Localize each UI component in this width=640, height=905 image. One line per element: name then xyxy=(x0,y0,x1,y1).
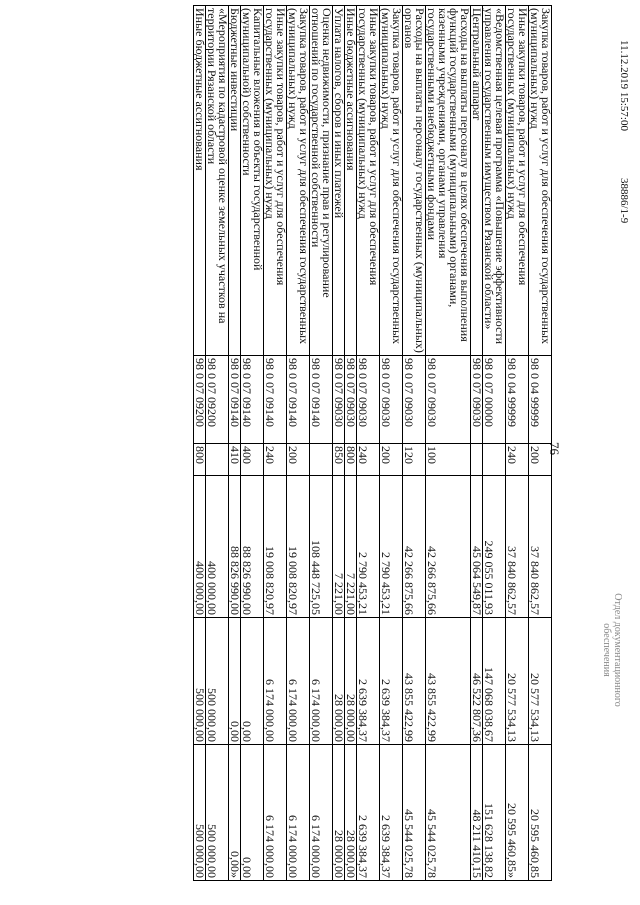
row-name-cell: Иные закупки товаров, работ и услуг для обеспечения государственных (муниципальных) нужд xyxy=(357,6,380,356)
row-code-cell: 98 0 07 09200 xyxy=(206,356,229,444)
table-row xyxy=(471,6,483,881)
row-name-cell: Иные бюджетные ассигнования xyxy=(345,6,357,356)
row-sum1-cell: 108 448 725,05 xyxy=(310,476,333,618)
row-sum3-cell: 45 544 025,78 xyxy=(403,745,426,881)
stamp-line: обеспечения xyxy=(601,623,612,677)
row-sum1-cell: 88 826 990,00 xyxy=(229,476,241,618)
row-sum1-cell: 42 266 875,66 xyxy=(403,476,426,618)
row-name-cell: Расходы на выплаты персоналу в целях обеспечения выполнения функций государственными (муниципальными) органами, казенными учреждениями, органами управления государственными внебюджетными фондами xyxy=(426,6,471,356)
table-row xyxy=(426,6,471,881)
row-code-cell: 98 0 07 09030 xyxy=(471,356,483,444)
table-row xyxy=(380,6,403,881)
row-sum1-cell: 19 008 820,97 xyxy=(264,476,287,618)
row-vr-cell: 850 xyxy=(333,444,345,476)
row-vr-cell: 410 xyxy=(229,444,241,476)
row-sum3-cell: 20 595 460,85 xyxy=(529,745,552,881)
row-vr-cell: 200 xyxy=(529,444,552,476)
row-sum1-cell: 42 266 875,66 xyxy=(426,476,471,618)
row-sum3-cell: 500 000,00 xyxy=(206,745,229,881)
row-name-cell: Закупка товаров, работ и услуг для обеспечения государственных (муниципальных) нужд xyxy=(287,6,310,356)
row-code-cell: 98 0 07 00000 xyxy=(483,356,506,444)
row-name-cell: Уплата налогов, сборов и иных платежей xyxy=(333,6,345,356)
table-row xyxy=(333,6,345,881)
row-name-cell: Закупка товаров, работ и услуг для обеспечения государственных (муниципальных) нужд xyxy=(529,6,552,356)
row-vr-cell: 240 xyxy=(506,444,529,476)
footer-doc-id: 38886/1-9 xyxy=(618,178,630,224)
row-sum2-cell: 20 577 534,13 xyxy=(529,618,552,745)
row-sum2-cell: 46 522 807,36 xyxy=(471,618,483,745)
table-row xyxy=(194,6,206,881)
row-name-cell: «Мероприятия по кадастровой оценке земельных участков на территории Рязанской области xyxy=(206,6,229,356)
table-row xyxy=(287,6,310,881)
row-code-cell: 98 0 07 09140 xyxy=(229,356,241,444)
row-sum2-cell: 6 174 000,00 xyxy=(310,618,333,745)
row-vr-cell: 200 xyxy=(380,444,403,476)
row-vr-cell: 100 xyxy=(426,444,471,476)
row-sum1-cell: 400 000,00 xyxy=(194,476,206,618)
row-sum3-cell: 2 639 384,37 xyxy=(380,745,403,881)
table-row xyxy=(357,6,380,881)
row-sum2-cell: 2 639 384,37 xyxy=(357,618,380,745)
row-name-cell: Капитальные вложения в объекты государственной (муниципальной) собственности xyxy=(241,6,264,356)
row-vr-cell: 120 xyxy=(403,444,426,476)
row-code-cell: 98 0 07 09030 xyxy=(357,356,380,444)
row-name-cell: «Ведомственная целевая программа «Повышение эффективности управления государственным имуществом Рязанской области» xyxy=(483,6,506,356)
row-name-cell: Иные закупки товаров, работ и услуг для обеспечения государственных (муниципальных) нужд xyxy=(506,6,529,356)
row-code-cell: 98 0 04 99999 xyxy=(506,356,529,444)
row-sum2-cell: 2 639 384,37 xyxy=(380,618,403,745)
table-row xyxy=(506,6,529,881)
row-vr-cell: 800 xyxy=(194,444,206,476)
row-name-cell: Иные закупки товаров, работ и услуг для обеспечения государственных (муниципальных) нужд xyxy=(264,6,287,356)
row-sum1-cell: 88 826 990,00 xyxy=(241,476,264,618)
row-sum3-cell: 2 639 384,37 xyxy=(357,745,380,881)
row-vr-cell: 400 xyxy=(241,444,264,476)
row-sum2-cell: 0,00 xyxy=(229,618,241,745)
budget-table xyxy=(193,5,552,881)
row-sum2-cell: 147 068 038,67 xyxy=(483,618,506,745)
row-sum1-cell: 7 221,00 xyxy=(333,476,345,618)
table-row xyxy=(310,6,333,881)
row-sum2-cell: 43 855 422,99 xyxy=(426,618,471,745)
row-sum1-cell: 400 000,00 xyxy=(206,476,229,618)
row-code-cell: 98 0 07 09030 xyxy=(426,356,471,444)
table-row xyxy=(229,6,241,881)
row-sum1-cell: 19 008 820,97 xyxy=(287,476,310,618)
row-sum1-cell: 37 840 862,57 xyxy=(506,476,529,618)
budget-table-body xyxy=(194,6,552,881)
row-vr-cell xyxy=(483,444,506,476)
row-vr-cell xyxy=(310,444,333,476)
row-sum2-cell: 500 000,00 xyxy=(194,618,206,745)
row-sum2-cell: 28 000,00 xyxy=(345,618,357,745)
row-code-cell: 98 0 07 09140 xyxy=(310,356,333,444)
row-code-cell: 98 0 07 09030 xyxy=(380,356,403,444)
row-sum2-cell: 6 174 000,00 xyxy=(287,618,310,745)
table-row xyxy=(483,6,506,881)
row-sum2-cell: 6 174 000,00 xyxy=(264,618,287,745)
row-sum3-cell: 45 544 025,78 xyxy=(426,745,471,881)
row-sum2-cell: 20 577 534,13 xyxy=(506,618,529,745)
row-name-cell: Бюджетные инвестиции xyxy=(229,6,241,356)
row-code-cell: 98 0 07 09030 xyxy=(403,356,426,444)
row-sum3-cell: 28 000,00 xyxy=(333,745,345,881)
row-sum1-cell: 2 790 453,21 xyxy=(357,476,380,618)
row-sum2-cell: 500 000,00 xyxy=(206,618,229,745)
row-name-cell: Иные бюджетные ассигнования xyxy=(194,6,206,356)
row-sum3-cell: 28 000,00 xyxy=(345,745,357,881)
row-sum1-cell: 7 221,00 xyxy=(345,476,357,618)
row-vr-cell: 240 xyxy=(264,444,287,476)
row-sum1-cell: 249 055 011,93 xyxy=(483,476,506,618)
row-sum1-cell: 37 840 862,57 xyxy=(529,476,552,618)
row-sum3-cell: 6 174 000,00 xyxy=(310,745,333,881)
row-sum2-cell: 43 855 422,99 xyxy=(403,618,426,745)
row-sum1-cell: 2 790 453,21 xyxy=(380,476,403,618)
row-code-cell: 98 0 07 09140 xyxy=(264,356,287,444)
row-vr-cell xyxy=(471,444,483,476)
row-code-cell: 98 0 04 99999 xyxy=(529,356,552,444)
row-sum3-cell: 0,00» xyxy=(229,745,241,881)
row-sum2-cell: 0,00 xyxy=(241,618,264,745)
page-number: 76 xyxy=(547,442,562,455)
row-sum3-cell: 0,00 xyxy=(241,745,264,881)
row-name-cell: Закупка товаров, работ и услуг для обеспечения государственных (муниципальных) нужд xyxy=(380,6,403,356)
footer-timestamp: 11.12.2019 15:57:00 xyxy=(618,40,630,131)
row-name-cell: Оценка недвижимости, признание прав и регулирование отношений по государственной собственности xyxy=(310,6,333,356)
row-sum3-cell: 48 211 410,15 xyxy=(471,745,483,881)
row-code-cell: 98 0 07 09030 xyxy=(345,356,357,444)
row-code-cell: 98 0 07 09140 xyxy=(241,356,264,444)
table-row xyxy=(241,6,264,881)
row-name-cell: Центральный аппарат xyxy=(471,6,483,356)
row-name-cell: Расходы на выплаты персоналу государственных (муниципальных) органов xyxy=(403,6,426,356)
row-code-cell: 98 0 07 09030 xyxy=(333,356,345,444)
office-stamp xyxy=(601,575,623,725)
row-vr-cell: 200 xyxy=(287,444,310,476)
table-row xyxy=(529,6,552,881)
row-sum3-cell: 20 595 460,85» xyxy=(506,745,529,881)
row-vr-cell: 240 xyxy=(357,444,380,476)
row-code-cell: 98 0 07 09140 xyxy=(287,356,310,444)
row-sum3-cell: 500 000,00 xyxy=(194,745,206,881)
table-row xyxy=(206,6,229,881)
row-sum3-cell: 6 174 000,00 xyxy=(264,745,287,881)
row-sum3-cell: 6 174 000,00 xyxy=(287,745,310,881)
table-row xyxy=(345,6,357,881)
row-sum1-cell: 45 064 549,87 xyxy=(471,476,483,618)
row-vr-cell: 800 xyxy=(345,444,357,476)
row-vr-cell xyxy=(206,444,229,476)
stamp-line: Отдел документационного xyxy=(612,593,623,707)
table-row xyxy=(264,6,287,881)
table-row xyxy=(403,6,426,881)
row-code-cell: 98 0 07 09200 xyxy=(194,356,206,444)
row-sum2-cell: 28 000,00 xyxy=(333,618,345,745)
row-sum3-cell: 151 628 138,82 xyxy=(483,745,506,881)
